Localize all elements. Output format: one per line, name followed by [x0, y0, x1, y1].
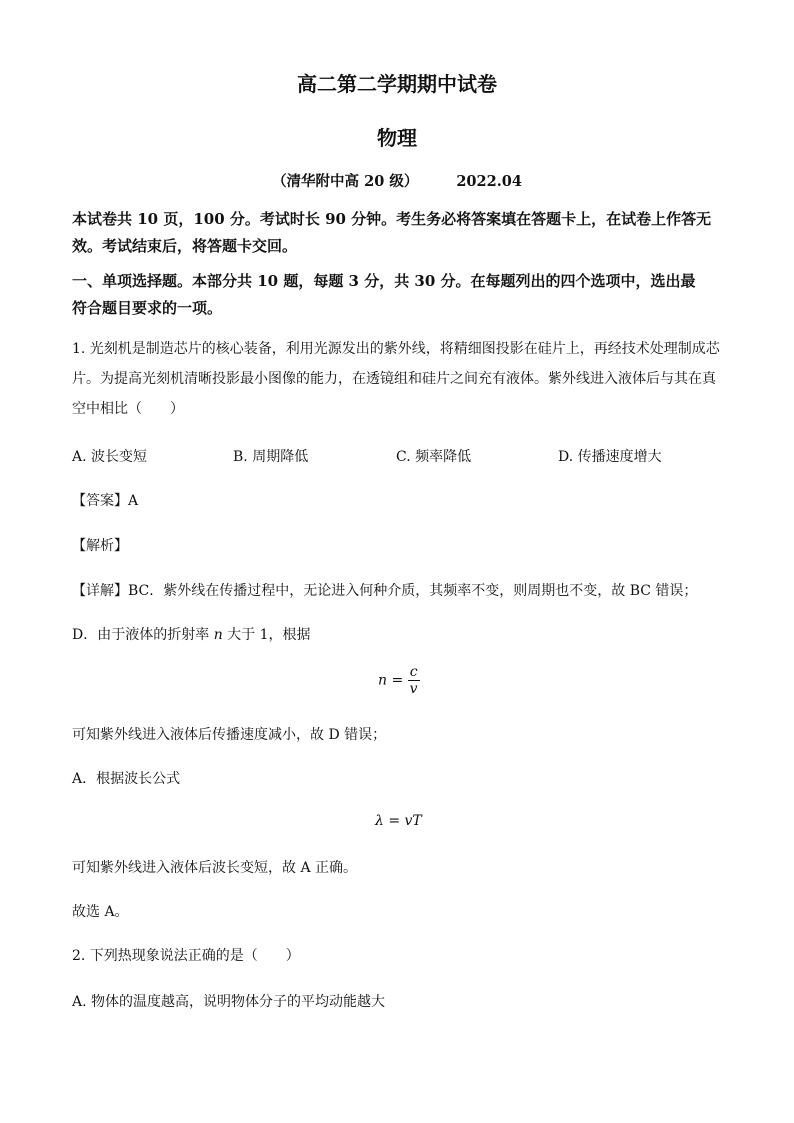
formula-denominator: v [409, 681, 418, 697]
formula-refractive-index [378, 664, 420, 697]
exam-date: 2022.04 [456, 173, 522, 190]
question-2-stem: 2. 下列热现象说法正确的是（ ） [72, 948, 300, 964]
question-1-option-b: B. 周期降低 [233, 449, 309, 465]
explanation-line: A．根据波长公式 [72, 771, 181, 787]
question-1-option-c: C. 频率降低 [396, 449, 472, 465]
page-title: 高二第二学期期中试卷 [297, 72, 497, 96]
question-1-stem-line: 片。为提高光刻机清晰投影最小图像的能力，在透镜组和硅片之间充有液体。紫外线进入液体后与其在真 [72, 371, 716, 387]
explanation-text: D．由于液体的折射率 [72, 627, 214, 643]
explanation-line: 可知紫外线进入液体后波长变短，故 A 正确。 [72, 860, 358, 876]
explanation-line: 【详解】BC．紫外线在传播过程中，无论进入何种介质，其频率不变，则周期也不变，故 BC 错误； [72, 583, 698, 599]
school-label: （清华附中高 20 级） [272, 173, 419, 190]
question-2-option-a: A. 物体的温度越高，说明物体分子的平均动能越大 [72, 994, 386, 1010]
section-heading-line: 符合题目要求的一项。 [72, 299, 223, 317]
formula-numerator: c [409, 664, 418, 680]
question-1-option-d: D. 传播速度增大 [558, 449, 662, 465]
answer-line [72, 490, 138, 512]
section-heading [72, 270, 732, 324]
exam-meta [0, 171, 794, 193]
formula-fraction [408, 664, 420, 697]
conclusion-line: 故选 A。 [72, 904, 129, 920]
exam-instructions [72, 208, 732, 262]
explanation-line [72, 624, 311, 646]
explanation-text: 大于 1，根据 [222, 627, 311, 643]
formula-wavelength: λ = vT [375, 813, 422, 829]
subject-title: 物理 [377, 126, 417, 150]
variable-n: n [213, 627, 223, 643]
instructions-line: 本试卷共 10 页，100 分。考试时长 90 分钟。考生务必将答案填在答题卡上，在试卷上作答无 [72, 210, 712, 228]
question-1-option-a: A. 波长变短 [72, 449, 148, 465]
question-1-stem-line: 1. 光刻机是制造芯片的核心装备，利用光源发出的紫外线，将精细图投影在硅片上，再经技术处理制成芯 [72, 341, 720, 357]
question-1-stem-line: 空中相比（ ） [72, 401, 184, 417]
answer-label: 【答案】 [72, 493, 128, 509]
formula-lhs: n = [378, 672, 408, 689]
answer-value: A [128, 493, 139, 509]
explanation-line: 可知紫外线进入液体后传播速度减小，故 D 错误； [72, 727, 387, 743]
analysis-label: 【解析】 [72, 538, 128, 554]
section-heading-line: 一、单项选择题。本部分共 10 题，每题 3 分，共 30 分。在每题列出的四个选项中，选出最 [72, 272, 696, 290]
instructions-line: 效。考试结束后，将答题卡交回。 [72, 237, 298, 255]
